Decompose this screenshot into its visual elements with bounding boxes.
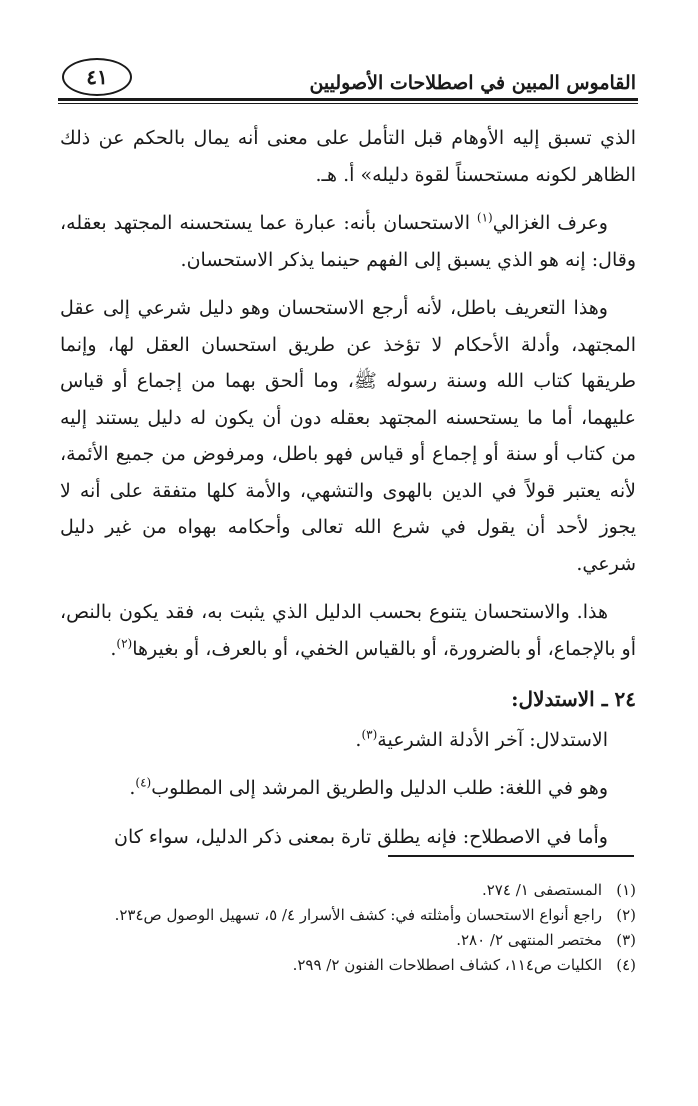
footnotes [60, 878, 636, 978]
footnote-item [60, 878, 636, 903]
paragraph-7: وأما في الاصطلاح: فإنه يطلق تارة بمعنى ذكر الدليل، سواء كان [114, 825, 608, 848]
header-rule-thick [58, 98, 638, 101]
footnote-ref-4: (٤) [135, 775, 152, 790]
section-heading: ٢٤ ـ الاستدلال: [511, 687, 636, 711]
footnote-item [60, 953, 636, 978]
footnote-separator [388, 855, 634, 857]
paragraph-5-end: . [355, 728, 362, 751]
paragraph-2-rest: الاستحسان بأنه: عبارة عما يستحسنه المجتهد بعقله، وقال: إنه هو الذي يسبق إلى الفهم حينما يذكر الاستحسان. [60, 212, 636, 271]
footnote-text: المستصفى ١/ ٢٧٤. [481, 881, 602, 899]
footnote-item [60, 903, 636, 928]
main-text [60, 120, 636, 855]
footnote-ref-2: (٢) [116, 636, 133, 651]
footnote-text: الكليات ص١١٤، كشاف اصطلاحات الفنون ٢/ ٢٩٩. [292, 956, 602, 974]
footnote-text: مختصر المنتهى ٢/ ٢٨٠. [456, 931, 602, 949]
paragraph-5-start: الاستدلال: آخر الأدلة الشرعية [377, 728, 608, 751]
footnote-item [60, 928, 636, 953]
footnote-ref-3: (٣) [361, 727, 378, 742]
footnote-text: راجع أنواع الاستحسان وأمثلته في: كشف الأسرار ٤/ ٥، تسهيل الوصول ص٢٣٤. [114, 906, 602, 924]
paragraph-4-start: هذا. والاستحسان يتنوع بحسب الدليل الذي يثبت به، فقد يكون بالنص، أو بالإجماع، أو بالضرورة، أو بالقياس الخفي، أو بالعرف، أو بغيرها [60, 601, 636, 660]
paragraph-6 [60, 770, 636, 807]
footnote-number: (١) [616, 881, 636, 899]
footnote-number: (٢) [616, 906, 636, 924]
paragraph-1: الذي تسبق إليه الأوهام قبل التأمل على معنى أنه يمال بالحكم عن ذلك الظاهر لكونه مستحسناً لقوة دليله» أ. هـ. [60, 127, 636, 186]
paragraph-2-start: وعرف الغزالي [492, 212, 608, 234]
footnote-number: (٤) [616, 956, 636, 974]
paragraph-4 [60, 594, 636, 667]
footnote-number: (٣) [616, 931, 636, 949]
paragraph-3: وهذا التعريف باطل، لأنه أرجع الاستحسان وهو دليل شرعي إلى عقل المجتهد، وأدلة الأحكام لا تؤخذ عن طريق استحسان العقل لها، وإنما طريقها كتاب الله وسنة رسوله ﷺ، وما ألحق بهما من إجماع أو قياس عليهما، أما ما يستحسنه المجتهد بعقله دون أن يكون له دليل يستند إليه من كتاب أو سنة أو إجماع أو قياس فهو باطل، ومرفوض من جميع الأئمة، لأنه يعتبر قولاً في الدين بالهوى والتشهي، والأمة كلها متفقة على أنه لا يجوز لأحد أن يقول في شرع الله تعالى وأحكامه بهواه من غير دليل شرعي. [60, 297, 636, 575]
page-number: ٤١ [62, 58, 132, 96]
paragraph-2 [60, 205, 636, 278]
paragraph-5 [60, 722, 636, 759]
paragraph-6-end: . [129, 777, 136, 799]
paragraph-6-start: وهو في اللغة: طلب الدليل والطريق المرشد إلى المطلوب [151, 777, 608, 799]
paragraph-4-end: . [110, 637, 117, 660]
header-rule-thin [58, 103, 638, 104]
book-title: القاموس المبين في اصطلاحات الأصوليين [309, 72, 636, 94]
footnote-ref-1: (١) [476, 210, 493, 225]
